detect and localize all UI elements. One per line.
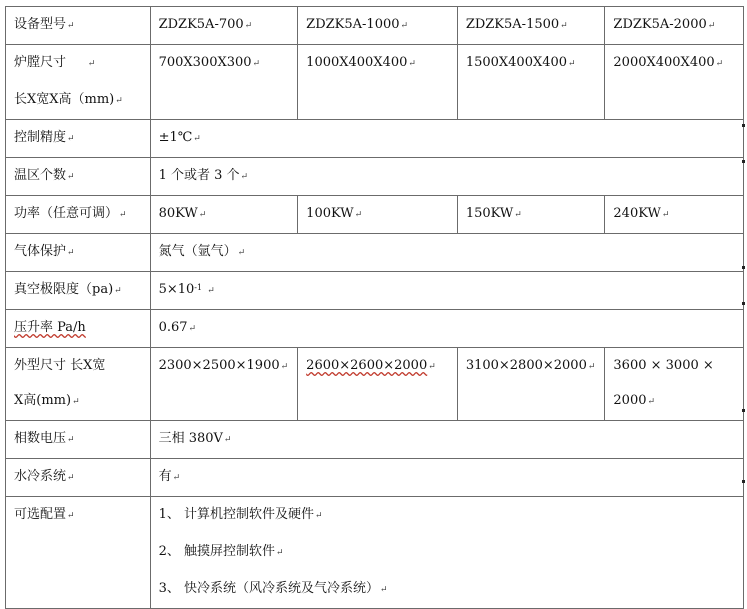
vacuum-limit-label: 真空极限度（pa)↵ — [6, 272, 151, 310]
table-row-control-accuracy — [6, 120, 744, 158]
outer-size-value: 3100×2800×2000↵ — [457, 348, 605, 421]
vacuum-limit-exponent: -1 — [194, 283, 203, 292]
list-item: 1、 计算机控制软件及硬件↵ — [158, 507, 323, 522]
control-accuracy-value: ±1℃↵ — [150, 120, 743, 158]
pressure-rise-label: 压升率 Pa/h — [6, 310, 151, 348]
edge-marker — [742, 409, 745, 412]
control-accuracy-label: 控制精度↵ — [6, 120, 151, 158]
header-label-cell: 设备型号↵ — [6, 7, 151, 45]
outer-size-value: 2300×2500×1900↵ — [150, 348, 298, 421]
table-row-water-cooling — [6, 459, 744, 497]
header-model-cell: ZDZK5A-700↵ — [150, 7, 298, 45]
table-row-pressure-rise — [6, 310, 744, 348]
gas-protection-label: 气体保护↵ — [6, 234, 151, 272]
temp-zones-label: 温区个数↵ — [6, 158, 151, 196]
water-cooling-value: 有↵ — [150, 459, 743, 497]
edge-marker — [742, 302, 745, 305]
phase-voltage-label: 相数电压↵ — [6, 421, 151, 459]
temp-zones-value: 1 个或者 3 个↵ — [150, 158, 743, 196]
spec-table — [5, 6, 744, 609]
table-row-gas-protection — [6, 234, 744, 272]
list-item: 3、 快冷系统（风冷系统及气冷系统）↵ — [158, 581, 388, 596]
table-row-temp-zones — [6, 158, 744, 196]
power-value: 100KW↵ — [298, 196, 458, 234]
power-value: 80KW↵ — [150, 196, 298, 234]
chamber-size-value: 1500X400X400↵ — [457, 45, 605, 120]
chamber-size-value: 2000X400X400↵ — [605, 45, 744, 120]
outer-size-value: 3600 × 3000 × 2000↵ — [605, 348, 744, 421]
power-value: 240KW↵ — [605, 196, 744, 234]
edge-marker — [742, 124, 745, 127]
chamber-size-label: 炉膛尺寸 ↵ 长X宽X高（mm)↵ — [6, 45, 151, 120]
outer-size-value: 2600×2600×2000↵ — [298, 348, 458, 421]
chamber-size-value: 700X300X300↵ — [150, 45, 298, 120]
chamber-size-value: 1000X400X400↵ — [298, 45, 458, 120]
header-model-cell: ZDZK5A-1000↵ — [298, 7, 458, 45]
options-value — [150, 497, 743, 609]
table-row-phase-voltage — [6, 421, 744, 459]
table-row-outer-size — [6, 348, 744, 421]
edge-marker — [742, 480, 745, 483]
table-row-header — [6, 7, 744, 45]
vacuum-limit-value: $5\times 10^{-1}$ ↵ — [150, 272, 743, 310]
table-row-vacuum-limit — [6, 272, 744, 310]
power-value: 150KW↵ — [457, 196, 605, 234]
phase-voltage-value: 三相 380V↵ — [150, 421, 743, 459]
options-label: 可选配置↵ — [6, 497, 151, 609]
table-row-options — [6, 497, 744, 609]
edge-marker — [742, 266, 745, 269]
table-row-chamber-size — [6, 45, 744, 120]
table-row-power — [6, 196, 744, 234]
header-model-cell: ZDZK5A-2000↵ — [605, 7, 744, 45]
edge-marker — [742, 160, 745, 163]
water-cooling-label: 水冷系统↵ — [6, 459, 151, 497]
header-model-cell: ZDZK5A-1500↵ — [457, 7, 605, 45]
pressure-rise-value: 0.67↵ — [150, 310, 743, 348]
power-label: 功率（任意可调）↵ — [6, 196, 151, 234]
gas-protection-value: 氮气（氩气）↵ — [150, 234, 743, 272]
list-item: 2、 触摸屏控制软件↵ — [158, 544, 284, 559]
outer-size-label: 外型尺寸 长X宽 X高(mm)↵ — [6, 348, 151, 421]
